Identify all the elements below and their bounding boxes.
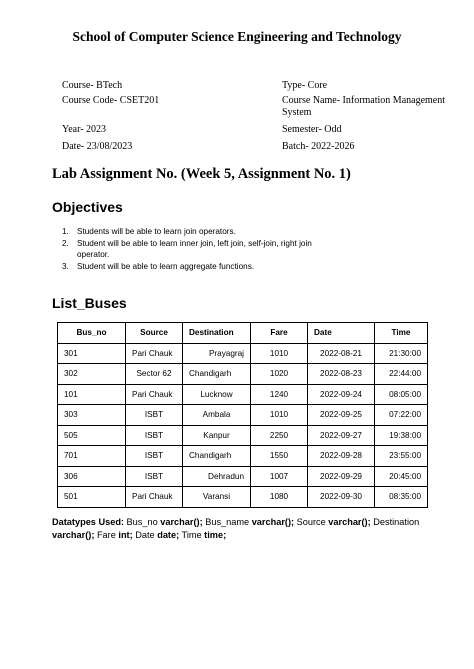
cell-fare: 1020 [251,364,308,385]
date-label: Date- 23/08/2023 [62,141,133,152]
cell-destination: Chandigarh [183,364,251,385]
cell-destination: Lucknow [183,384,251,405]
datatype-field: Source [294,517,329,527]
lab-assignment-title: Lab Assignment No. (Week 5, Assignment No. 1) [52,166,351,182]
cell-destination: Prayagraj [183,343,251,364]
objective-text: Student will be able to learn aggregate functions. [77,261,255,271]
cell-fare: 1010 [251,405,308,426]
cell-source: ISBT [126,466,183,487]
datatype-field: Date [132,530,158,540]
datatype-type: varchar(); [328,517,371,527]
objective-item [62,238,332,261]
cell-destination: Varansi [183,487,251,508]
datatype-field: Time [179,530,205,540]
cell-fare: 1007 [251,466,308,487]
objectives-heading: Objectives [52,199,123,215]
datatype-field: Destination [370,517,420,527]
objective-number: 1. [62,227,69,236]
cell-bus-no: 701 [58,446,126,467]
cell-source: Pari Chauk [126,487,183,508]
objective-item [62,226,332,238]
datatype-type: int; [118,530,133,540]
datatype-type: varchar(); [251,517,295,527]
cell-bus-no: 505 [58,425,126,446]
cell-time: 08:35:00 [375,487,428,508]
column-header-time: Time [375,323,428,344]
cell-time: 08:05:00 [375,384,428,405]
buses-table [57,322,428,508]
table-row [58,487,428,508]
cell-time: 19:38:00 [375,425,428,446]
table-row [58,384,428,405]
cell-time: 07:22:00 [375,405,428,426]
cell-date: 2022-09-30 [308,487,375,508]
cell-fare: 1010 [251,343,308,364]
cell-time: 23:55:00 [375,446,428,467]
cell-date: 2022-09-28 [308,446,375,467]
table-row [58,364,428,385]
objective-text: Students will be able to learn join operators. [77,227,236,236]
cell-fare: 2250 [251,425,308,446]
cell-bus-no: 501 [58,487,126,508]
list-buses-heading: List_Buses [52,295,127,311]
cell-date: 2022-09-27 [308,425,375,446]
cell-date: 2022-08-23 [308,364,375,385]
cell-time: 22:44:00 [375,364,428,385]
cell-time: 21:30:00 [375,343,428,364]
cell-source: ISBT [126,446,183,467]
cell-fare: 1240 [251,384,308,405]
objective-number: 2. [62,238,69,248]
objective-number: 3. [62,261,69,271]
cell-bus-no: 301 [58,343,126,364]
datatype-type: varchar(); [52,530,95,540]
table-row [58,446,428,467]
objective-item [62,261,332,273]
cell-bus-no: 306 [58,466,126,487]
cell-bus-no: 303 [58,405,126,426]
type-label: Type- Core [282,80,328,91]
column-header-bus-no: Bus_no [58,323,126,344]
cell-date: 2022-09-24 [308,384,375,405]
datatypes-paragraph [52,516,452,542]
cell-destination: Kanpur [183,425,251,446]
table-row [58,466,428,487]
cell-source: Pari Chauk [126,343,183,364]
cell-source: Sector 62 [126,364,183,385]
semester-label: Semester- Odd [282,124,342,135]
table-row [58,405,428,426]
objective-text: Student will be able to learn inner join, left join, self-join, right join operator. [77,238,312,259]
school-title: School of Computer Science Engineering and Technology [72,29,402,44]
column-header-fare: Fare [251,323,308,344]
cell-fare: 1550 [251,446,308,467]
objectives-list [62,226,332,272]
datatype-field: Fare [94,530,119,540]
table-row [58,425,428,446]
cell-fare: 1080 [251,487,308,508]
cell-time: 20:45:00 [375,466,428,487]
course-code-label: Course Code- CSET201 [62,95,160,106]
cell-bus-no: 101 [58,384,126,405]
table-header-row [58,323,428,344]
cell-source: ISBT [126,425,183,446]
column-header-source: Source [126,323,183,344]
year-label: Year- 2023 [62,124,107,135]
column-header-destination: Destination [183,323,251,344]
batch-label: Batch- 2022-2026 [282,141,355,152]
cell-date: 2022-08-21 [308,343,375,364]
datatype-type: time; [204,530,227,540]
cell-destination: Dehradun [183,466,251,487]
course-name-label: Course Name- Information Management System [282,95,446,118]
cell-destination: Ambala [183,405,251,426]
table-row [58,343,428,364]
cell-destination: Chandigarh [183,446,251,467]
datatype-type: varchar(); [160,517,203,527]
datatype-field: Bus_name [202,517,252,527]
datatype-type: date; [157,530,180,540]
cell-date: 2022-09-25 [308,405,375,426]
course-label: Course- BTech [62,80,123,91]
cell-bus-no: 302 [58,364,126,385]
cell-date: 2022-09-29 [308,466,375,487]
datatype-field: Bus_no [124,517,161,527]
cell-source: ISBT [126,405,183,426]
cell-source: Pari Chauk [126,384,183,405]
datatypes-label: Datatypes Used: [52,517,124,527]
column-header-date: Date [308,323,375,344]
